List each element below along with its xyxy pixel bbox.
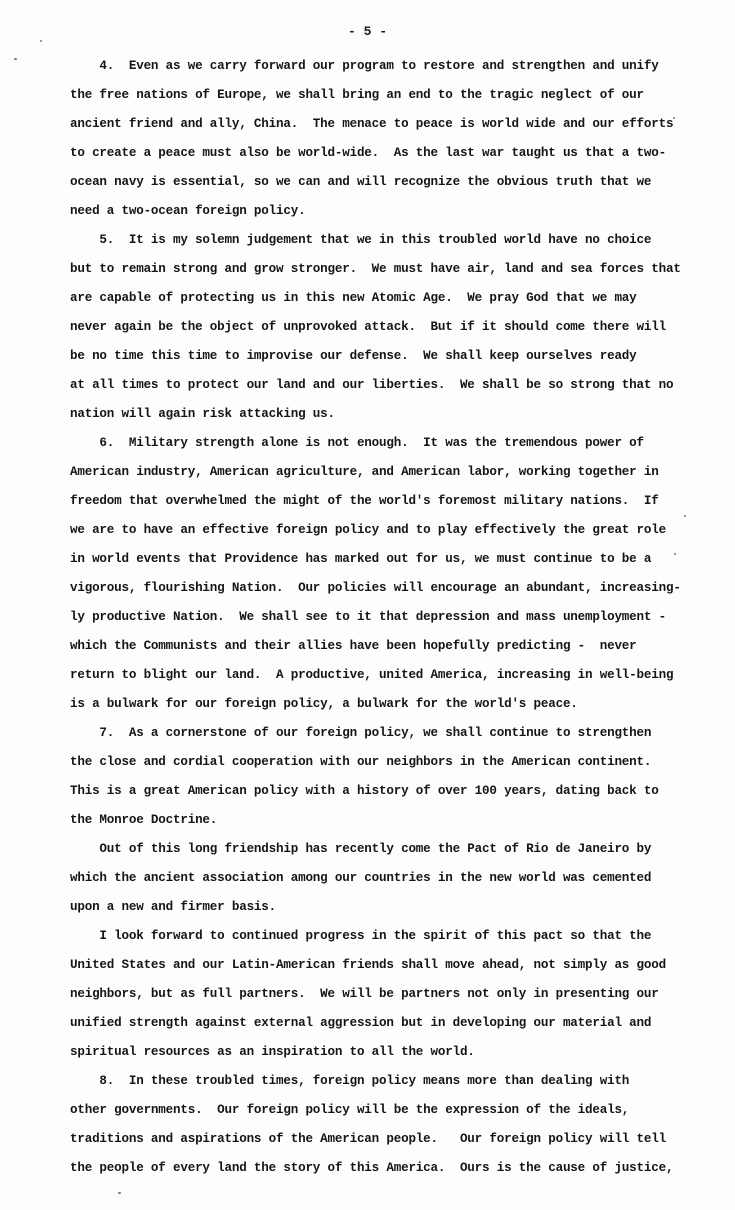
text-line: 7. As a cornerstone of our foreign policy, we shall continue to strengthen: [70, 726, 652, 740]
text-line: vigorous, flourishing Nation. Our policies will encourage an abundant, increasing-: [70, 581, 681, 595]
text-line: are capable of protecting us in this new Atomic Age. We pray God that we may: [70, 291, 637, 305]
text-line: 5. It is my solemn judgement that we in this troubled world have no choice: [70, 233, 652, 247]
text-line: freedom that overwhelmed the might of the world's foremost military nations. If: [70, 494, 659, 508]
paragraph: [70, 835, 675, 922]
text-line: never again be the object of unprovoked attack. But if it should come there will: [70, 320, 666, 334]
paragraph: [70, 719, 675, 835]
text-line: to create a peace must also be world-wide. As the last war taught us that a two-: [70, 146, 666, 160]
text-line: the free nations of Europe, we shall bring an end to the tragic neglect of our: [70, 88, 644, 102]
text-line: American industry, American agriculture, and American labor, working together in: [70, 465, 659, 479]
paragraph: [70, 226, 681, 429]
text-line: is a bulwark for our foreign policy, a bulwark for the world's peace.: [70, 697, 578, 711]
text-line: the close and cordial cooperation with our neighbors in the American continent.: [70, 755, 652, 769]
text-line: upon a new and firmer basis.: [70, 900, 277, 914]
paragraph: [70, 922, 675, 1067]
text-line: return to blight our land. A productive, united America, increasing in well-being: [70, 668, 674, 682]
text-line: spiritual resources as an inspiration to all the world.: [70, 1045, 475, 1059]
text-line: nation will again risk attacking us.: [70, 407, 335, 421]
text-line: traditions and aspirations of the American people. Our foreign policy will tell: [70, 1132, 666, 1146]
paper-speck: [674, 553, 676, 555]
text-line: United States and our Latin-American friends shall move ahead, not simply as good: [70, 958, 666, 972]
text-line: be no time this time to improvise our defense. We shall keep ourselves ready: [70, 349, 637, 363]
text-line: 8. In these troubled times, foreign policy means more than dealing with: [70, 1074, 630, 1088]
text-line: the people of every land the story of this America. Ours is the cause of justice,: [70, 1161, 674, 1175]
text-line: 6. Military strength alone is not enough. It was the tremendous power of: [70, 436, 644, 450]
text-line: ocean navy is essential, so we can and will recognize the obvious truth that we: [70, 175, 652, 189]
document-body: [70, 52, 681, 1183]
paper-speck: [14, 58, 17, 60]
text-line: at all times to protect our land and our liberties. We shall be so strong that no: [70, 378, 674, 392]
paper-speck: [673, 117, 675, 119]
paragraph: [70, 52, 675, 226]
text-line: Out of this long friendship has recently come the Pact of Rio de Janeiro by: [70, 842, 652, 856]
text-line: unified strength against external aggression but in developing our material and: [70, 1016, 652, 1030]
text-line: neighbors, but as full partners. We will be partners not only in presenting our: [70, 987, 659, 1001]
text-line: we are to have an effective foreign policy and to play effectively the great role: [70, 523, 666, 537]
text-line: ancient friend and ally, China. The menace to peace is world wide and our efforts: [70, 117, 674, 131]
paragraph: [70, 429, 681, 719]
text-line: ly productive Nation. We shall see to it that depression and mass unemployment -: [70, 610, 666, 624]
paper-speck: [684, 515, 686, 517]
text-line: but to remain strong and grow stronger. We must have air, land and sea forces that: [70, 262, 681, 276]
text-line: other governments. Our foreign policy will be the expression of the ideals,: [70, 1103, 630, 1117]
text-line: need a two-ocean foreign policy.: [70, 204, 306, 218]
text-line: which the ancient association among our countries in the new world was cemented: [70, 871, 652, 885]
text-line: I look forward to continued progress in the spirit of this pact so that the: [70, 929, 652, 943]
text-line: which the Communists and their allies have been hopefully predicting - never: [70, 639, 637, 653]
text-line: 4. Even as we carry forward our program to restore and strengthen and unify: [70, 59, 659, 73]
paragraph: [70, 1067, 675, 1183]
text-line: in world events that Providence has marked out for us, we must continue to be a: [70, 552, 652, 566]
text-line: the Monroe Doctrine.: [70, 813, 218, 827]
page-number: - 5 -: [347, 24, 387, 39]
paper-speck: [118, 1192, 121, 1194]
text-line: This is a great American policy with a history of over 100 years, dating back to: [70, 784, 659, 798]
paper-speck: [40, 40, 42, 42]
